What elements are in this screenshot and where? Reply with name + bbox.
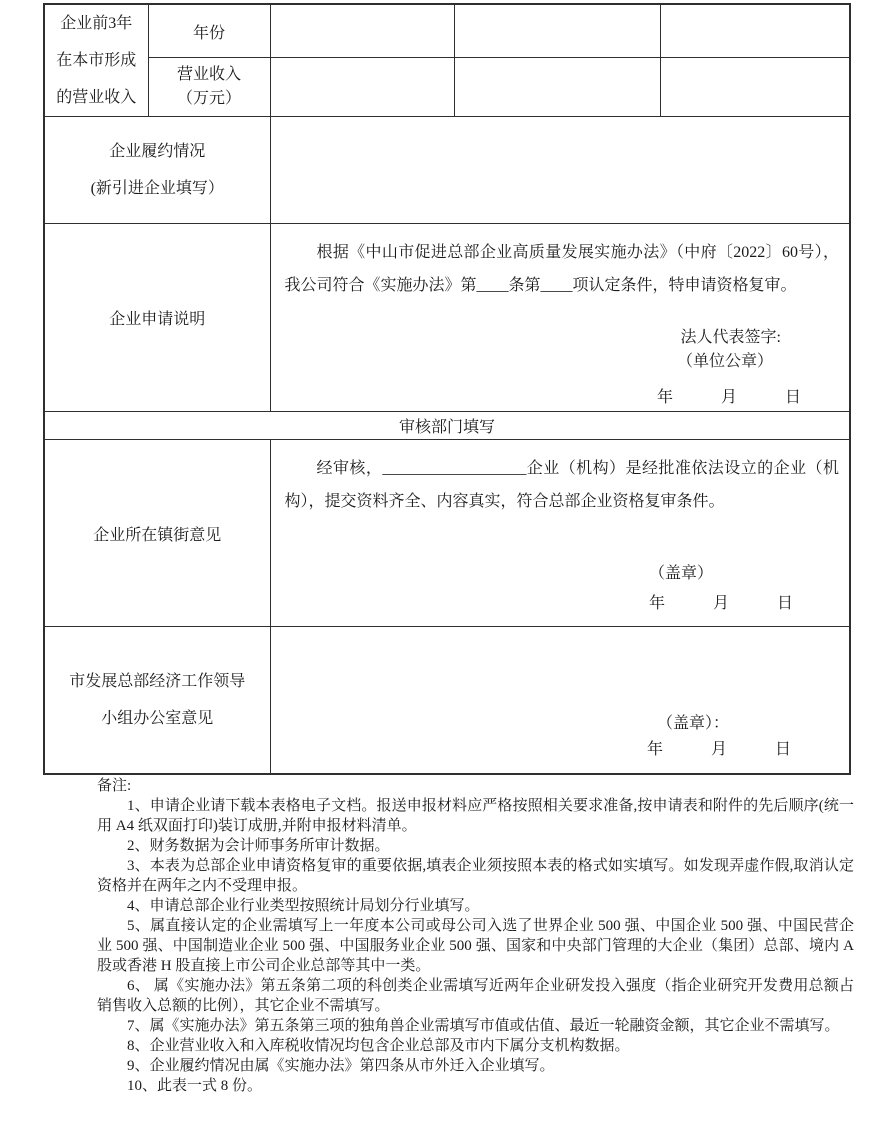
note-item: 3、本表为总部企业申请资格复审的重要依据,填表企业须按照本表的格式如实填写。如发现弄虚作假,取消认定资格并在两年之内不受理申报。	[97, 858, 854, 894]
notes-list	[97, 796, 854, 1096]
note-item: 1、申请企业请下载本表格电子文档。报送申报材料应严格按照相关要求准备,按申请表和附件的先后顺序(统一用 A4 纸双面打印)装订成册,并附申报材料清单。	[97, 798, 854, 834]
note-item: 2、财务数据为会计师事务所审计数据。	[127, 838, 390, 854]
application-date-label: 年 月 日	[656, 389, 801, 406]
performance-label-cell	[44, 117, 270, 224]
city-office-date-label: 年 月 日	[646, 741, 791, 758]
review-form-table	[43, 3, 851, 775]
town-date-label: 年 月 日	[648, 595, 793, 612]
town-opinion-statement: 经审核，__________________企业（机构）是经批准依法设立的企业（机构），提交资料齐全、内容真实，符合总部企业资格复审条件。	[284, 460, 839, 510]
revenue-value-cell-1	[270, 58, 454, 117]
revenue-row-header-label	[45, 5, 148, 116]
year-label-cell	[148, 4, 270, 58]
performance-label	[45, 133, 270, 207]
revenue-value-cell-3	[660, 58, 850, 117]
application-label: 企业申请说明	[109, 311, 206, 328]
town-seal-label: （盖章）	[648, 565, 713, 582]
review-section-header: 审核部门填写	[44, 412, 850, 440]
performance-label-line-2: (新引进企业填写）	[90, 180, 224, 197]
revenue-label	[149, 63, 270, 111]
revenue-label-cell	[148, 58, 270, 117]
company-seal-label: （单位公章）	[676, 353, 773, 370]
note-item: 4、申请总部企业行业类型按照统计局划分行业填写。	[127, 898, 480, 914]
notes-section	[97, 776, 854, 1096]
year-value-cell-3	[660, 4, 850, 58]
note-item: 7、属《实施办法》第五条第三项的独角兽企业需填写市值或估值、最近一轮融资金额，其它企业不需填写。	[127, 1018, 840, 1034]
city-office-content-cell	[270, 627, 850, 774]
legal-representative-signature-label: 法人代表签字:	[680, 329, 781, 346]
city-office-label	[45, 663, 270, 737]
revenue-header-line-3: 的营业收入	[56, 89, 137, 106]
revenue-label-line-1: 营业收入	[176, 66, 241, 84]
year-value-cell-1	[270, 4, 454, 58]
note-item: 9、企业履约情况由属《实施办法》第四条从市外迁入企业填写。	[127, 1058, 555, 1074]
note-item: 10、此表一式 8 份。	[127, 1078, 263, 1094]
note-item: 8、企业营业收入和入库税收情况均包含企业总部及市内下属分支机构数据。	[127, 1038, 630, 1054]
revenue-value-cell-2	[454, 58, 660, 117]
note-item: 5、属直接认定的企业需填写上一年度本公司或母公司入选了世界企业 500 强、中国企业 500 强、中国民营企业 500 强、中国制造业企业 500 强、中国服务业企业 500 强、国家和中央部门管理的大企业（集团）总部、境内 A 股或香港 H 股直接上市公司企业总部等其中一类。	[97, 918, 854, 974]
revenue-header-line-2: 在本市形成	[56, 52, 137, 69]
year-value-cell-2	[454, 4, 660, 58]
city-office-label-line-1: 市发展总部经济工作领导	[69, 672, 246, 690]
town-opinion-content-cell	[270, 440, 850, 627]
town-opinion-label: 企业所在镇街意见	[93, 526, 222, 544]
revenue-header-line-1: 企业前3年	[60, 15, 133, 32]
city-office-label-cell	[44, 627, 270, 774]
application-label-cell	[44, 224, 270, 412]
revenue-row-header-cell	[44, 4, 148, 117]
revenue-label-line-2: （万元）	[176, 90, 241, 108]
performance-label-line-1: 企业履约情况	[109, 143, 206, 160]
application-content-cell	[270, 224, 850, 412]
city-office-label-line-2: 小组办公室意见	[101, 709, 214, 727]
year-label: 年份	[192, 24, 225, 42]
town-opinion-label-cell	[44, 440, 270, 627]
city-office-signature-block	[271, 711, 850, 763]
city-office-seal-label: （盖章）：	[656, 715, 729, 732]
performance-value-cell	[270, 117, 850, 224]
application-statement: 根据《中山市促进总部企业高质量发展实施办法》（中府〔2022〕60号），我公司符合《实施办法》第____条第____项认定条件，特申请资格复审。	[284, 244, 839, 294]
notes-heading: 备注:	[97, 778, 132, 794]
note-item: 6、 属《实施办法》第五条第二项的科创类企业需填写近两年企业研发投入强度（指企业研究开发费用总额占销售收入总额的比例），其它企业不需填写。	[97, 978, 854, 1014]
